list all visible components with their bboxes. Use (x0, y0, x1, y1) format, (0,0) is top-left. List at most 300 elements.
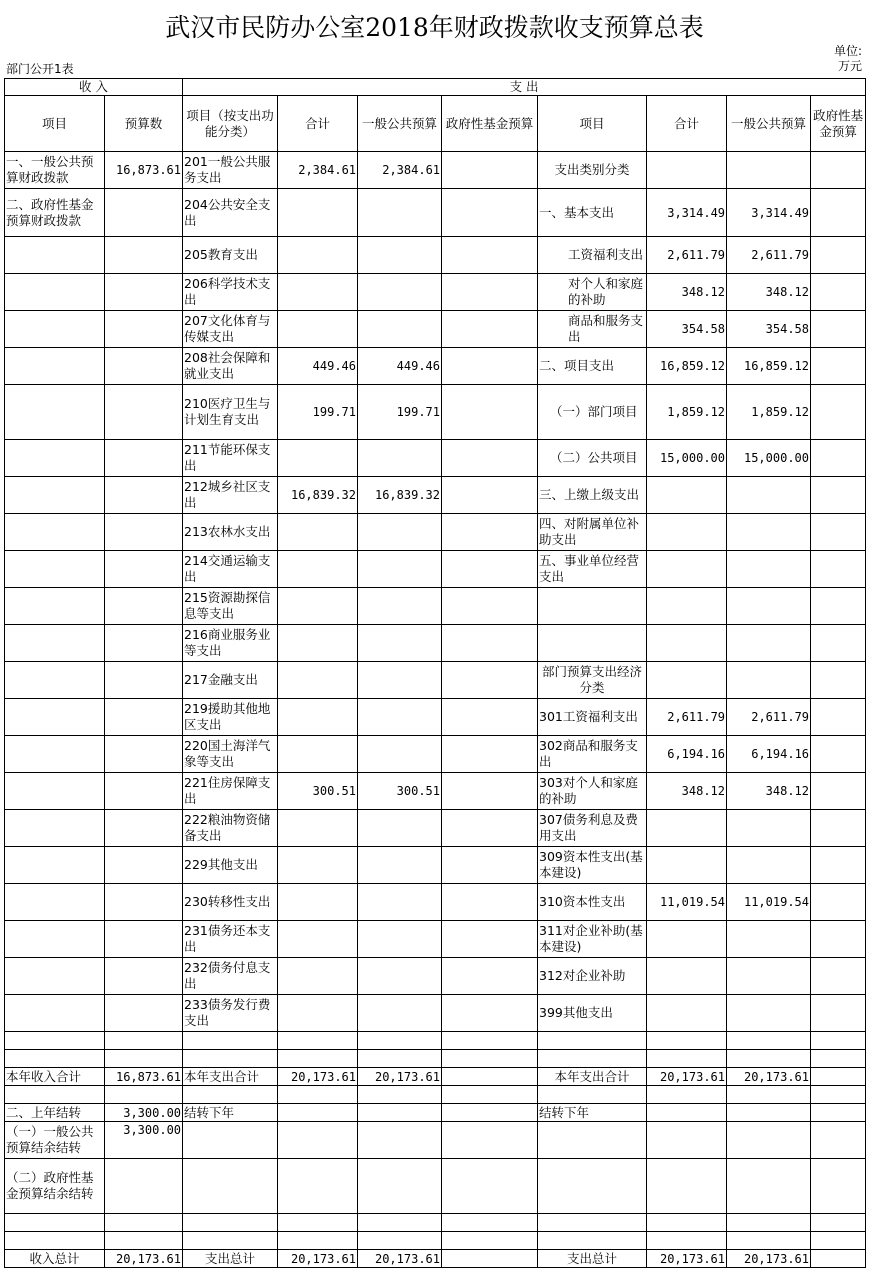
blank-row (5, 1232, 866, 1250)
function-item: 201一般公共服务支出 (183, 152, 278, 189)
function-item: 232债务付息支出 (183, 958, 278, 995)
category-item: 399其他支出 (538, 995, 647, 1032)
blank-cell (647, 1086, 727, 1104)
blank-cell (5, 1050, 105, 1068)
blank-cell (442, 1086, 538, 1104)
function-fund (442, 921, 538, 958)
category-total (647, 625, 727, 662)
expense-header: 支 出 (183, 79, 866, 96)
blank-cell (442, 1159, 538, 1214)
function-general: 449.46 (358, 348, 442, 385)
income-item (5, 736, 105, 773)
function-general (358, 588, 442, 625)
blank-cell (442, 1232, 538, 1250)
income-item (5, 274, 105, 311)
category-total: 2,611.79 (647, 699, 727, 736)
income-item (5, 995, 105, 1032)
function-item: 205教育支出 (183, 237, 278, 274)
income-item (5, 385, 105, 440)
function-general (358, 847, 442, 884)
function-total (278, 847, 358, 884)
summary-amount: 20,173.61 (727, 1068, 811, 1086)
function-item: 204公共安全支出 (183, 189, 278, 237)
category-item (538, 588, 647, 625)
function-fund (442, 385, 538, 440)
function-fund (442, 662, 538, 699)
function-general (358, 662, 442, 699)
category-fund (811, 662, 866, 699)
function-item: 220国土海洋气象等支出 (183, 736, 278, 773)
table-row (5, 514, 866, 551)
category-fund (811, 884, 866, 921)
blank-cell (442, 1050, 538, 1068)
function-total (278, 625, 358, 662)
income-amount (105, 274, 183, 311)
blank-cell (647, 1104, 727, 1122)
category-total: 348.12 (647, 773, 727, 810)
income-item (5, 773, 105, 810)
blank-cell (278, 1050, 358, 1068)
category-total (647, 921, 727, 958)
category-fund (811, 699, 866, 736)
blank-cell (647, 1214, 727, 1232)
blank-cell (278, 1104, 358, 1122)
function-fund (442, 625, 538, 662)
blank-cell (811, 1214, 866, 1232)
function-fund (442, 773, 538, 810)
blank-cell (727, 1050, 811, 1068)
function-general (358, 736, 442, 773)
category-general (727, 514, 811, 551)
function-fund (442, 348, 538, 385)
function-fund (442, 958, 538, 995)
total-row (5, 1250, 866, 1268)
blank-cell (183, 1050, 278, 1068)
function-total (278, 588, 358, 625)
category-item: 支出类别分类 (538, 152, 647, 189)
table-row (5, 625, 866, 662)
blank-cell (183, 1122, 278, 1159)
blank-cell (442, 1214, 538, 1232)
category-total (647, 588, 727, 625)
income-amount (105, 995, 183, 1032)
col-header: 项目（按支出功能分类） (183, 96, 278, 152)
category-item: 303对个人和家庭的补助 (538, 773, 647, 810)
category-total: 348.12 (647, 274, 727, 311)
function-fund (442, 551, 538, 588)
income-item (5, 847, 105, 884)
income-amount (105, 773, 183, 810)
blank-cell (358, 1214, 442, 1232)
function-item: 231债务还本支出 (183, 921, 278, 958)
blank-cell (105, 1050, 183, 1068)
category-general: 3,314.49 (727, 189, 811, 237)
blank-cell (183, 1032, 278, 1050)
blank-cell (358, 1122, 442, 1159)
table-row (5, 274, 866, 311)
income-item (5, 625, 105, 662)
blank-cell (647, 1159, 727, 1214)
category-fund (811, 958, 866, 995)
function-general (358, 440, 442, 477)
function-total (278, 810, 358, 847)
income-item (5, 958, 105, 995)
summary-amount: 16,873.61 (105, 1068, 183, 1086)
blank-cell (278, 1159, 358, 1214)
category-item: （一）部门项目 (538, 385, 647, 440)
function-fund (442, 810, 538, 847)
col-header: 政府性基金预算 (811, 96, 866, 152)
table-row (5, 440, 866, 477)
category-item: 302商品和服务支出 (538, 736, 647, 773)
blank-cell (442, 1122, 538, 1159)
page-title: 武汉市民防办公室2018年财政拨款收支预算总表 (165, 13, 704, 42)
function-general (358, 551, 442, 588)
income-item (5, 477, 105, 514)
category-total (647, 958, 727, 995)
blank-cell (727, 1232, 811, 1250)
income-item: 二、政府性基金预算财政拨款 (5, 189, 105, 237)
category-general (727, 921, 811, 958)
blank-cell (538, 1050, 647, 1068)
category-total: 354.58 (647, 311, 727, 348)
function-general (358, 958, 442, 995)
table-row (5, 551, 866, 588)
blank-cell (727, 1214, 811, 1232)
category-item: 商品和服务支出 (538, 311, 647, 348)
function-item: 213农林水支出 (183, 514, 278, 551)
blank-cell (647, 1122, 727, 1159)
category-item: 312对企业补助 (538, 958, 647, 995)
category-general: 2,611.79 (727, 699, 811, 736)
category-total (647, 995, 727, 1032)
function-total: 449.46 (278, 348, 358, 385)
category-total (647, 662, 727, 699)
carry-row (5, 1104, 866, 1122)
income-item (5, 699, 105, 736)
summary-label: 本年收入合计 (5, 1068, 105, 1086)
function-fund (442, 477, 538, 514)
function-fund (442, 274, 538, 311)
col-header: 项目 (5, 96, 105, 152)
category-fund (811, 152, 866, 189)
category-fund (811, 237, 866, 274)
function-general (358, 274, 442, 311)
category-item: 301工资福利支出 (538, 699, 647, 736)
summary-amount: 20,173.61 (278, 1068, 358, 1086)
category-item: 二、项目支出 (538, 348, 647, 385)
blank-cell (105, 1086, 183, 1104)
function-fund (442, 152, 538, 189)
function-item: 229其他支出 (183, 847, 278, 884)
blank-cell (647, 1032, 727, 1050)
function-general (358, 311, 442, 348)
function-total (278, 514, 358, 551)
category-total: 3,314.49 (647, 189, 727, 237)
function-total (278, 551, 358, 588)
function-total: 300.51 (278, 773, 358, 810)
blank-cell (647, 1050, 727, 1068)
category-total (647, 477, 727, 514)
function-fund (442, 311, 538, 348)
table-row (5, 237, 866, 274)
blank-row (5, 1214, 866, 1232)
income-amount (105, 662, 183, 699)
category-fund (811, 348, 866, 385)
unit-label (834, 44, 862, 74)
table-row (5, 884, 866, 921)
category-general: 6,194.16 (727, 736, 811, 773)
category-item: 310资本性支出 (538, 884, 647, 921)
function-item: 216商业服务业等支出 (183, 625, 278, 662)
blank-cell (811, 1159, 866, 1214)
summary-label: 本年支出合计 (183, 1068, 278, 1086)
blank-cell (811, 1232, 866, 1250)
category-fund (811, 921, 866, 958)
income-amount (105, 921, 183, 958)
blank-cell (647, 1232, 727, 1250)
category-item: 309资本性支出(基本建设) (538, 847, 647, 884)
category-item: 四、对附属单位补助支出 (538, 514, 647, 551)
blank-cell (358, 1104, 442, 1122)
blank-cell (183, 1232, 278, 1250)
category-fund (811, 588, 866, 625)
table-row (5, 921, 866, 958)
blank-cell (538, 1232, 647, 1250)
carry-amount: 3,300.00 (105, 1122, 183, 1159)
blank-cell (5, 1086, 105, 1104)
function-fund (442, 514, 538, 551)
category-item: 五、事业单位经营支出 (538, 551, 647, 588)
category-fund (811, 477, 866, 514)
blank-cell (5, 1232, 105, 1250)
carry-label: 结转下年 (183, 1104, 278, 1122)
summary-amount: 20,173.61 (105, 1250, 183, 1268)
income-item: 一、一般公共预算财政拨款 (5, 152, 105, 189)
col-header: 合计 (647, 96, 727, 152)
income-amount (105, 588, 183, 625)
blank-cell (278, 1232, 358, 1250)
function-total (278, 237, 358, 274)
function-fund (442, 189, 538, 237)
category-general (727, 551, 811, 588)
blank-cell (442, 1104, 538, 1122)
function-general (358, 699, 442, 736)
carry-label: 二、上年结转 (5, 1104, 105, 1122)
blank-cell (811, 1104, 866, 1122)
income-amount (105, 551, 183, 588)
table-row (5, 477, 866, 514)
blank-cell (278, 1086, 358, 1104)
category-fund (811, 551, 866, 588)
table-row (5, 736, 866, 773)
summary-label: 收入总计 (5, 1250, 105, 1268)
function-total (278, 995, 358, 1032)
function-general (358, 237, 442, 274)
income-item (5, 311, 105, 348)
blank-row (5, 1050, 866, 1068)
function-total (278, 662, 358, 699)
category-total: 16,859.12 (647, 348, 727, 385)
function-total: 199.71 (278, 385, 358, 440)
function-total (278, 884, 358, 921)
function-fund (442, 995, 538, 1032)
category-fund (811, 440, 866, 477)
category-general (727, 847, 811, 884)
category-general: 1,859.12 (727, 385, 811, 440)
table-row (5, 588, 866, 625)
carry-amount: 3,300.00 (105, 1104, 183, 1122)
income-amount (105, 311, 183, 348)
category-item: 工资福利支出 (538, 237, 647, 274)
category-fund (811, 311, 866, 348)
carry-label: （二）政府性基金预算结余结转 (5, 1159, 105, 1214)
function-total (278, 958, 358, 995)
blank-cell (811, 1250, 866, 1268)
blank-cell (278, 1122, 358, 1159)
col-header: 预算数 (105, 96, 183, 152)
header-row-group (5, 79, 866, 96)
income-item (5, 662, 105, 699)
blank-cell (358, 1159, 442, 1214)
blank-cell (442, 1068, 538, 1086)
summary-amount: 20,173.61 (647, 1250, 727, 1268)
function-general (358, 995, 442, 1032)
blank-cell (538, 1214, 647, 1232)
table-row (5, 847, 866, 884)
function-item: 230转移性支出 (183, 884, 278, 921)
table-row (5, 311, 866, 348)
blank-cell (183, 1086, 278, 1104)
income-item (5, 810, 105, 847)
function-general (358, 514, 442, 551)
blank-cell (183, 1159, 278, 1214)
income-item (5, 884, 105, 921)
income-amount (105, 440, 183, 477)
function-general: 199.71 (358, 385, 442, 440)
carry-label: 结转下年 (538, 1104, 647, 1122)
income-amount (105, 477, 183, 514)
category-fund (811, 625, 866, 662)
category-total (647, 551, 727, 588)
blank-cell (727, 1104, 811, 1122)
table-row (5, 385, 866, 440)
category-general: 2,611.79 (727, 237, 811, 274)
blank-cell (727, 1122, 811, 1159)
function-item: 212城乡社区支出 (183, 477, 278, 514)
function-item: 208社会保障和就业支出 (183, 348, 278, 385)
function-general (358, 625, 442, 662)
category-total: 2,611.79 (647, 237, 727, 274)
col-header: 一般公共预算 (358, 96, 442, 152)
function-total (278, 736, 358, 773)
category-fund (811, 995, 866, 1032)
function-total (278, 699, 358, 736)
function-general (358, 810, 442, 847)
category-item: 对个人和家庭的补助 (538, 274, 647, 311)
income-amount (105, 736, 183, 773)
category-general: 16,859.12 (727, 348, 811, 385)
blank-cell (811, 1032, 866, 1050)
function-item: 210医疗卫生与计划生育支出 (183, 385, 278, 440)
header-row-cols (5, 96, 866, 152)
function-item: 207文化体育与传媒支出 (183, 311, 278, 348)
function-item: 222粮油物资储备支出 (183, 810, 278, 847)
income-item (5, 551, 105, 588)
category-item: 307债务利息及费用支出 (538, 810, 647, 847)
category-item: （二）公共项目 (538, 440, 647, 477)
blank-cell (5, 1032, 105, 1050)
blank-cell (811, 1122, 866, 1159)
carry-amount (105, 1159, 183, 1214)
category-fund (811, 736, 866, 773)
table-row (5, 773, 866, 810)
function-fund (442, 884, 538, 921)
function-item: 214交通运输支出 (183, 551, 278, 588)
table-row (5, 958, 866, 995)
summary-amount: 20,173.61 (647, 1068, 727, 1086)
blank-cell (538, 1032, 647, 1050)
summary-label: 本年支出合计 (538, 1068, 647, 1086)
income-amount (105, 348, 183, 385)
category-fund (811, 773, 866, 810)
income-amount (105, 958, 183, 995)
summary-amount: 20,173.61 (727, 1250, 811, 1268)
category-total (647, 514, 727, 551)
category-total (647, 847, 727, 884)
income-amount (105, 884, 183, 921)
table-id: 部门公开1表 (6, 62, 74, 76)
table-row (5, 662, 866, 699)
category-general: 354.58 (727, 311, 811, 348)
blank-cell (358, 1086, 442, 1104)
unit-label-text: 单位: (833, 44, 862, 58)
blank-cell (105, 1232, 183, 1250)
function-general (358, 921, 442, 958)
function-general: 16,839.32 (358, 477, 442, 514)
income-amount (105, 237, 183, 274)
category-general (727, 810, 811, 847)
income-amount: 16,873.61 (105, 152, 183, 189)
table-row (5, 995, 866, 1032)
category-item: 一、基本支出 (538, 189, 647, 237)
blank-cell (538, 1086, 647, 1104)
blank-cell (105, 1214, 183, 1232)
category-general (727, 662, 811, 699)
function-fund (442, 847, 538, 884)
category-general (727, 958, 811, 995)
blank-cell (105, 1032, 183, 1050)
category-general (727, 477, 811, 514)
income-item (5, 514, 105, 551)
function-general (358, 189, 442, 237)
income-header: 收 入 (5, 79, 183, 96)
function-item: 217金融支出 (183, 662, 278, 699)
category-general: 15,000.00 (727, 440, 811, 477)
function-fund (442, 588, 538, 625)
table-row (5, 189, 866, 237)
summary-amount: 20,173.61 (358, 1068, 442, 1086)
function-item: 206科学技术支出 (183, 274, 278, 311)
function-total (278, 311, 358, 348)
blank-cell (442, 1250, 538, 1268)
table-body (5, 79, 866, 1268)
category-fund (811, 385, 866, 440)
blank-cell (538, 1122, 647, 1159)
function-total (278, 189, 358, 237)
category-fund (811, 847, 866, 884)
function-total: 2,384.61 (278, 152, 358, 189)
